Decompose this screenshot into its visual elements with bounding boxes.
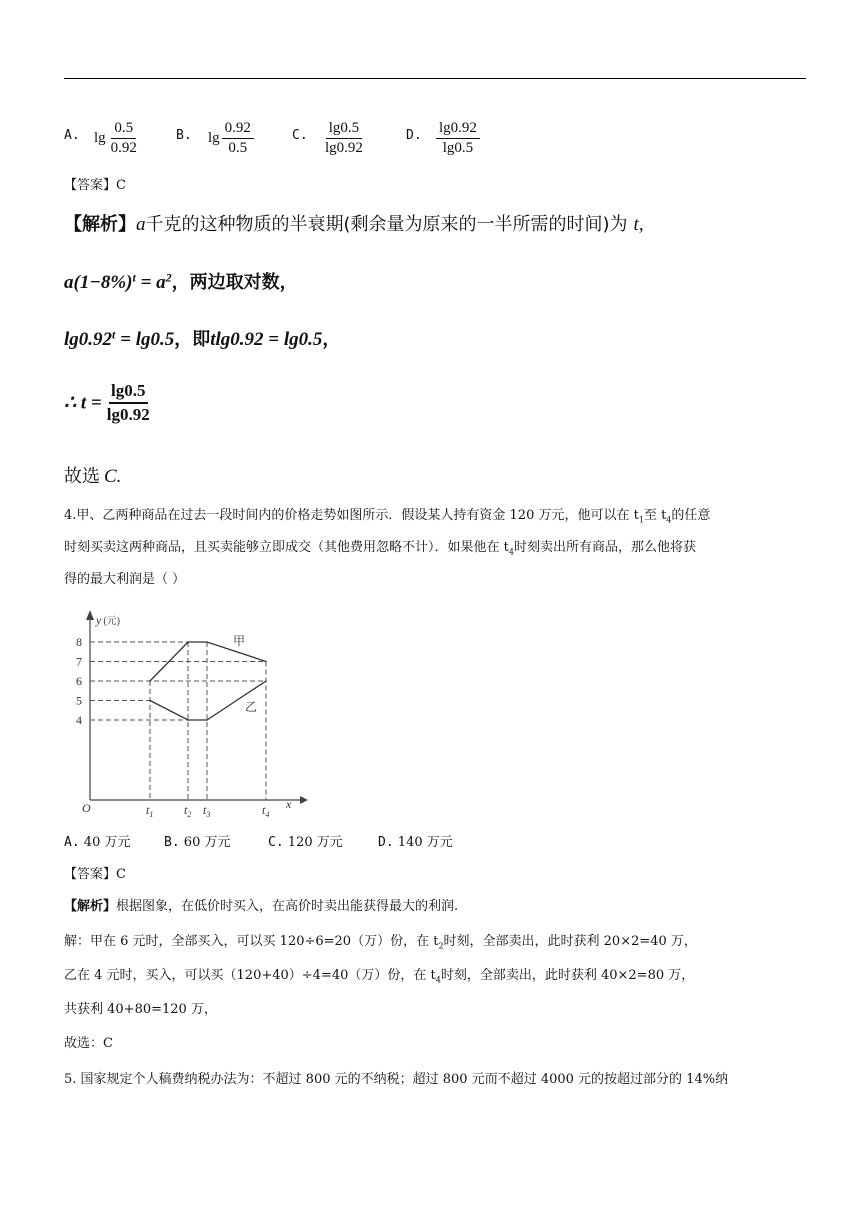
- option-letter: C.: [292, 128, 308, 143]
- math-sup: t: [132, 270, 136, 285]
- fraction-numerator: 0.5: [111, 119, 136, 139]
- q4-line2: [64, 539, 696, 562]
- option-letter: B.: [176, 128, 192, 143]
- series-label-jia: 甲: [233, 634, 246, 648]
- analysis-text: 千克的这种物质的半衰期(剩余量为原来的一半所需的时间)为: [145, 214, 628, 235]
- q4-analysis-line5: 故选：C: [64, 1036, 113, 1051]
- fraction-numerator: lg0.5: [326, 119, 362, 139]
- q4-text: 的任意: [671, 508, 711, 523]
- q4-text: 至 t: [643, 508, 667, 523]
- option-letter: B.: [164, 835, 180, 850]
- x-tick-label: $t_4$: [262, 803, 270, 819]
- origin-label: O: [82, 801, 91, 815]
- series-point: [206, 641, 208, 643]
- q3-analysis-line5: [64, 462, 121, 488]
- fraction-denominator: lg0.92: [325, 139, 363, 156]
- math-expr: tlg0.92 = lg0.5: [210, 329, 323, 350]
- math-sup: t: [112, 327, 116, 342]
- q4-analysis-line4: 共获利 40+80=120 万，: [64, 1002, 217, 1017]
- q4-text: 时刻卖出所有商品，那么他将获: [513, 540, 696, 555]
- series-point: [187, 719, 189, 721]
- q4-line3: 得的最大利润是（ ）: [64, 572, 186, 587]
- y-axis-label: y (元): [96, 613, 120, 627]
- series-point: [149, 680, 151, 682]
- fraction-numerator: 0.92: [222, 119, 254, 139]
- fraction: [436, 119, 480, 158]
- option-letter: A.: [64, 835, 80, 850]
- option-text: 120 万元: [287, 835, 343, 850]
- q3-analysis-line2: [64, 268, 298, 294]
- q4-option-b[interactable]: [164, 834, 230, 852]
- fraction-denominator: lg0.5: [442, 139, 474, 156]
- q4-option-c[interactable]: [268, 834, 343, 852]
- y-tick-label: 4: [76, 713, 82, 727]
- analysis-text: ，即: [174, 329, 211, 350]
- x-tick-label: $t_2$: [184, 803, 192, 819]
- q4-answer: 【答案】C: [64, 867, 126, 882]
- series-line-jia: [150, 642, 266, 681]
- fraction: [222, 119, 254, 158]
- option-letter: D.: [406, 128, 422, 143]
- lg-prefix: lg: [208, 129, 220, 146]
- q4-text: 时刻买卖这两种商品，且买卖能够立即成交（其他费用忽略不计）．如果他在 t: [64, 540, 509, 555]
- fraction-denominator: lg0.92: [106, 405, 150, 424]
- tick-layer: [76, 635, 269, 819]
- analysis-text: 故选: [64, 466, 100, 487]
- series-point: [149, 700, 151, 702]
- q3-answer: 【答案】C: [64, 178, 126, 193]
- subscript: 4: [666, 515, 672, 525]
- q4-option-d[interactable]: [378, 834, 453, 852]
- option-letter: A.: [64, 128, 80, 143]
- math-fraction: [107, 380, 150, 426]
- subscript: 4: [435, 975, 441, 985]
- q4-text: 4.甲、乙两种商品在过去一段时间内的价格走势如图所示．假设某人持有资金 120 万元，他可以在 t: [64, 508, 639, 523]
- option-letter: C.: [268, 835, 284, 850]
- series-point: [265, 661, 267, 663]
- analysis-text: 时刻，全部卖出，此时获利 20×2=40 万，: [443, 934, 697, 949]
- series-point: [187, 641, 189, 643]
- q3-analysis-line1: [64, 210, 644, 236]
- series-point: [206, 719, 208, 721]
- option-text: 60 万元: [183, 835, 231, 850]
- analysis-text: ，两边取对数，: [171, 272, 298, 293]
- lg-prefix: lg: [94, 129, 106, 146]
- analysis-text: 时刻，全部卖出，此时获利 40×2=80 万，: [440, 968, 695, 983]
- y-tick-label: 5: [76, 693, 82, 708]
- option-text: 40 万元: [83, 835, 131, 850]
- q4-analysis-line1: [64, 898, 458, 916]
- q4-analysis-line2: [64, 933, 697, 956]
- analysis-label: 【解析】: [64, 214, 136, 235]
- q4-line1: [64, 507, 710, 530]
- q3-analysis-line4: [64, 380, 150, 426]
- x-axis-arrow: [300, 796, 308, 804]
- fraction: [322, 119, 366, 158]
- analysis-text: 根据图象，在低价时买入，在高价时卖出能获得最大的利润.: [116, 899, 459, 914]
- guide-layer: [90, 642, 266, 800]
- subscript: 2: [438, 941, 444, 951]
- series-point: [265, 680, 267, 682]
- analysis-text: ，: [322, 329, 341, 350]
- analysis-text: 乙在 4 元时，买入，可以买（120+40）÷4=40（万）份，在 t: [64, 968, 436, 983]
- analysis-text: 解：甲在 6 元时，全部买入，可以买 120÷6=20（万）份，在 t: [64, 934, 439, 949]
- option-letter: D.: [378, 835, 394, 850]
- option-text: 140 万元: [397, 835, 453, 850]
- y-tick-label: 6: [76, 674, 82, 688]
- x-tick-label: $t_3$: [203, 803, 211, 819]
- fraction-numerator: lg0.5: [109, 380, 147, 404]
- fraction-denominator: 0.5: [228, 139, 248, 156]
- math-var: a: [136, 214, 146, 235]
- y-tick-label: 7: [76, 654, 82, 669]
- analysis-label: 【解析】: [64, 899, 117, 914]
- subscript: 4: [508, 547, 514, 557]
- math-expr: = lg0.5: [115, 329, 175, 350]
- fraction-numerator: lg0.92: [436, 119, 480, 139]
- math-expr: ∴ t =: [64, 392, 102, 414]
- subscript: 1: [638, 515, 644, 525]
- header-rule: [64, 78, 806, 79]
- y-tick-label: 8: [76, 635, 82, 649]
- math-var: t,: [633, 214, 644, 235]
- fraction: [108, 119, 140, 158]
- x-tick-label: $t_1$: [146, 803, 154, 819]
- series-label-yi: 乙: [245, 700, 258, 714]
- math-expr: a(1−8%): [64, 272, 133, 293]
- y-axis-arrow: [86, 610, 94, 620]
- q5-text: 5. 国家规定个人稿费纳税办法为：不超过 800 元的不纳税；超过 800 元而不超过 4000 元的按超过部分的 14%纳: [64, 1072, 729, 1087]
- price-trend-graph: [60, 604, 320, 824]
- fraction-denominator: 0.92: [110, 139, 137, 156]
- math-sup: 2: [165, 270, 172, 285]
- x-axis-label: x: [286, 797, 292, 811]
- q3-analysis-line3: [64, 325, 340, 351]
- q4-option-a[interactable]: [64, 834, 130, 852]
- math-expr: lg0.92: [64, 329, 113, 350]
- math-var: C.: [104, 466, 122, 487]
- math-expr: = a: [135, 272, 166, 293]
- q4-analysis-line3: [64, 967, 694, 990]
